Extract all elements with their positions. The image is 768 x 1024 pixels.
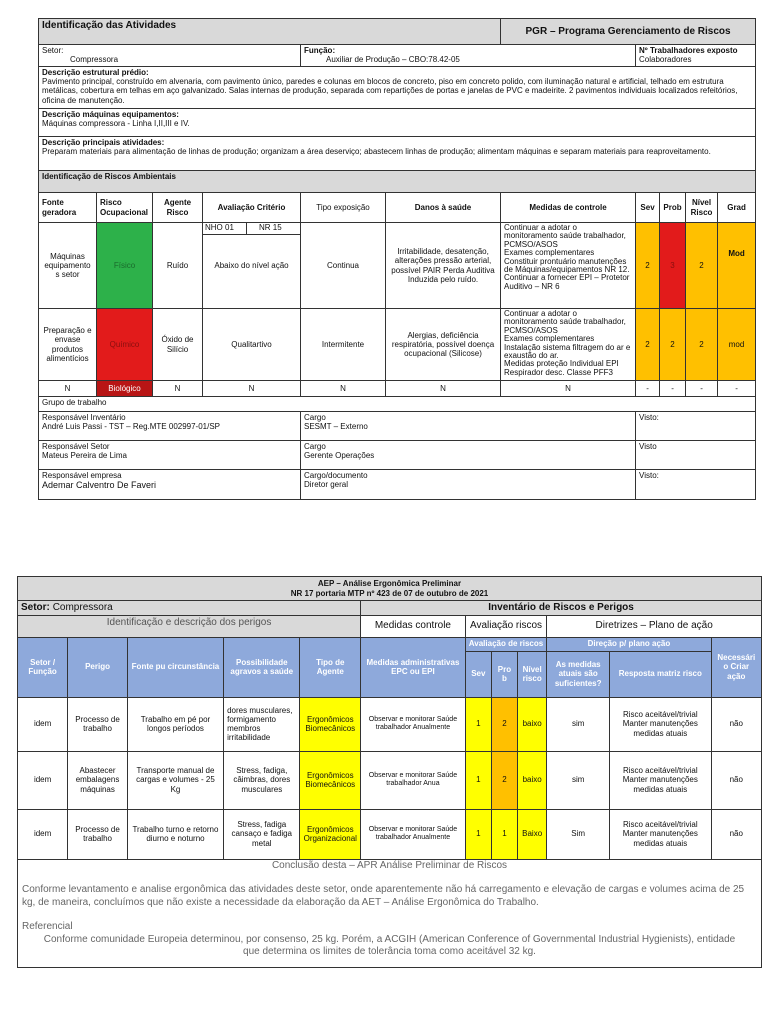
desc-estrutural-label: Descrição estrutural prédio: [42, 68, 149, 77]
aep-col-tipo: Tipo de Agente [300, 637, 361, 697]
aep-title-line2: NR 17 portaria MTP nº 423 de 07 de outubro de 2021 [290, 588, 489, 598]
agente-cell: Óxido de Silício [153, 309, 203, 381]
col-danos: Danos à saúde [386, 193, 501, 223]
aep-medidas-cell: Observar e monitorar Saúde trabalhador Anualmente [361, 809, 466, 859]
aep-medidas-cell: Observar e monitorar Saúde trabalhador Anualmente [361, 697, 466, 751]
avaliacao-cell: N [203, 381, 301, 397]
fonte-cell: Máquinas equipamento s setor [39, 223, 97, 309]
aep-setor-label: Setor: [21, 602, 50, 613]
aep-possibilidade-cell: Stress, fadiga, câimbras, dores musculares [224, 751, 300, 809]
aep-col-fonte: Fonte pu circunstância [127, 637, 223, 697]
desc-estrutural-text: Pavimento principal, construído em alvenaria, com pavimento único, paredes e colunas em blocos de concreto, piso em concreto polido, com iluminação natural e artificial, telhado em estrutura metálicas, cobertura em telhas em aço galvanizado. Salas internas de produção, separada com repartições de portas e janelas de PVC e madeirite. 2 pavimentos individuais localizados refeitórios, oficina de manutenção. [42, 77, 738, 105]
responsavel-row [39, 441, 756, 470]
risk-row [39, 309, 756, 381]
avaliacao-cell: Qualitartivo [203, 309, 301, 381]
aep-possibilidade-cell: dores musculares, formigamento membros irritabilidade [224, 697, 300, 751]
cargo-label: Cargo [304, 442, 326, 451]
responsavel-row [39, 470, 756, 500]
aep-necessario-cell: não [711, 809, 761, 859]
risco-cell: Físico [97, 223, 153, 309]
cargo-cell [301, 470, 636, 500]
setor-cell [39, 45, 301, 67]
aep-prob-cell: 2 [491, 697, 517, 751]
aep-conclusao-text: Conforme levantamento e analise ergonômica das atividades deste setor, onde aparentemente não há carregamento e elevação de cargas e volumes acima de 25 kg, de maneira, concluímos que não existe a necessidade da elaboração da AET – Análise Ergonômica do Trabalho. [22, 884, 745, 908]
aep-col-nivel: Nível risco [518, 651, 547, 697]
aep-fonte-cell: Trabalho turno e retorno diurno e noturno [127, 809, 223, 859]
desc-atividades-text: Preparam materiais para alimentação de linhas de produção; organizam a área deserviço; abastecem linhas de produção; alimentam máquinas e separam materiais para reaproveitamento. [42, 147, 711, 157]
aep-col-medidas: Medidas administrativas EPC ou EPI [361, 637, 466, 697]
avaliacao-text: Abaixo do nível ação [214, 261, 289, 270]
aep-perigo-cell: Abastecer embalagens máquinas [68, 751, 128, 809]
aep-row [18, 809, 762, 859]
risk-row [39, 223, 756, 309]
tipo-cell: Intermitente [301, 309, 386, 381]
aep-col-prob: Pro b [491, 651, 517, 697]
aep-col-perigo: Perigo [68, 637, 128, 697]
cargo-value: Gerente Operações [304, 451, 375, 461]
col-nivel: Nível Risco [686, 193, 718, 223]
aep-suficientes-cell: sim [547, 751, 610, 809]
grad-cell: - [718, 381, 756, 397]
pgr-table [38, 18, 756, 500]
desc-maquinas-text: Máquinas compressora - Linha I,II,III e IV. [42, 119, 190, 129]
col-risco: Risco Ocupacional [97, 193, 153, 223]
medidas-cell: N [501, 381, 636, 397]
aep-identificacao: Identificação e descrição dos perigos [18, 615, 361, 637]
pgr-header-left: Identificação das Atividades [39, 19, 501, 45]
responsavel-role: Responsável Inventário [42, 413, 126, 422]
responsavel-role: Responsável empresa [42, 471, 122, 480]
aep-tipo-cell: Ergonômicos Organizacional [300, 809, 361, 859]
nivel-cell: 2 [686, 223, 718, 309]
col-sev: Sev [636, 193, 660, 223]
aep-col-possibilidade: Possibilidade agravos a saúde [224, 637, 300, 697]
aep-avaliacao-riscos: Avaliação riscos [465, 615, 547, 637]
nho-label: NHO 01 [203, 223, 247, 234]
aep-setor-cell: idem [18, 697, 68, 751]
agente-cell: Ruído [153, 223, 203, 309]
prob-cell: 2 [660, 309, 686, 381]
aep-inventario: Inventário de Riscos e Perigos [361, 601, 762, 616]
desc-estrutural-cell [39, 67, 756, 109]
medidas-cell: Continuar a adotar o monitoramento saúde trabalhador, PCMSO/ASOS Exames complementares Constituir prontuário manutenções de Máquinas/equipamentos NR 12. Continuar a fornecer EPI – Protetor Auditivo – NR 6 [501, 223, 636, 309]
responsavel-name: Mateus Pereira de Lima [42, 451, 127, 461]
col-fonte: Fonte geradora [39, 193, 97, 223]
prob-cell: 3 [660, 223, 686, 309]
aep-conclusao-title: Conclusão desta – APR Análise Preliminar de Riscos [271, 859, 508, 871]
responsavel-cell [39, 412, 301, 441]
aep-resposta-cell: Risco aceitável/trivial Manter manutenções medidas atuais [610, 697, 711, 751]
aep-prob-cell: 1 [491, 809, 517, 859]
aep-col-avaliacao: Avaliação de riscos [465, 637, 547, 651]
aep-col-setor: Setor / Função [18, 637, 68, 697]
risco-cell: Químico [97, 309, 153, 381]
aep-medidas-controle: Medidas controle [361, 615, 466, 637]
cargo-value: Diretor geral [304, 480, 349, 490]
sev-cell: 2 [636, 309, 660, 381]
aep-conclusao-cell [18, 859, 762, 967]
risco-cell: Biológico [97, 381, 153, 397]
aep-diretrizes: Diretrizes – Plano de ação [547, 615, 762, 637]
medidas-cell: Continuar a adotar o monitoramento saúde trabalhador, PCMSO/ASOS Exames complementares Instalação sistema filtragem do ar e exaustão do ar. Medidas proteção Individual EPI Respirador desc. Classe PFF3 [501, 309, 636, 381]
aep-setor-value: Compressora [52, 602, 113, 613]
sev-cell: - [636, 381, 660, 397]
grupo-trabalho: Grupo de trabalho [39, 397, 756, 412]
aep-nivel-cell: baixo [518, 751, 547, 809]
riscos-title: Identificação de Riscos Ambientais [39, 171, 756, 193]
responsavel-name: Ademar Calventro De Faveri [42, 480, 157, 491]
aep-row [18, 697, 762, 751]
aep-medidas-cell: Observar e monitorar Saúde trabalhador Anua [361, 751, 466, 809]
aep-tipo-cell: Ergonômicos Biomecânicos [300, 697, 361, 751]
aep-setor-cell: idem [18, 751, 68, 809]
col-avaliacao: Avaliação Critério [203, 193, 301, 223]
aep-sev-cell: 1 [465, 809, 491, 859]
avaliacao-cell [203, 223, 301, 309]
aep-col-sev: Sev [465, 651, 491, 697]
pgr-header-right: PGR – Programa Gerenciamento de Riscos [501, 19, 756, 45]
aep-possibilidade-cell: Stress, fadiga cansaço e fadiga metal [224, 809, 300, 859]
col-agente: Agente Risco [153, 193, 203, 223]
aep-referencial-label: Referencial [22, 921, 73, 932]
visto-cell: Visto [636, 441, 756, 470]
aep-fonte-cell: Transporte manual de cargas e volumes - 25 Kg [127, 751, 223, 809]
danos-cell: Irritabilidade, desatenção, alterações pressão arterial, possível PAIR Perda Auditiva Induzida pelo ruído. [386, 223, 501, 309]
setor-value: Compressora [70, 55, 119, 65]
aep-resposta-cell: Risco aceitável/trivial Manter manutenções medidas atuais [610, 751, 711, 809]
cargo-label: Cargo [304, 413, 326, 422]
aep-title-line1: AEP – Análise Ergonômica Preliminar [317, 579, 462, 589]
aep-tipo-cell: Ergonômicos Biomecânicos [300, 751, 361, 809]
responsavel-name: André Luis Passi - TST – Reg.MTE 002997-01/SP [42, 422, 221, 432]
prob-cell: - [660, 381, 686, 397]
risk-row [39, 381, 756, 397]
aep-setor-cell: idem [18, 809, 68, 859]
col-grad: Grad [718, 193, 756, 223]
col-prob: Prob [660, 193, 686, 223]
setor-label: Setor: [42, 46, 64, 55]
col-tipo: Tipo exposição [301, 193, 386, 223]
aep-suficientes-cell: Sim [547, 809, 610, 859]
aep-suficientes-cell: sim [547, 697, 610, 751]
aep-col-suficientes: As medidas atuais são suficientes? [547, 651, 610, 697]
responsavel-row [39, 412, 756, 441]
tipo-cell: N [301, 381, 386, 397]
aep-prob-cell: 2 [491, 751, 517, 809]
aep-sev-cell: 1 [465, 751, 491, 809]
desc-maquinas-label: Descrição máquinas equipamentos: [42, 110, 179, 119]
cargo-label: Cargo/documento [304, 471, 368, 480]
trabalhadores-value: Colaboradores [639, 55, 692, 65]
funcao-cell [301, 45, 636, 67]
nivel-cell: - [686, 381, 718, 397]
aep-fonte-cell: Trabalho em pé por longos períodos [127, 697, 223, 751]
agente-cell: N [153, 381, 203, 397]
aep-col-direcao: Direção p/ plano ação [547, 637, 711, 651]
col-medidas: Medidas de controle [501, 193, 636, 223]
nivel-cell: 2 [686, 309, 718, 381]
cargo-cell [301, 412, 636, 441]
aep-referencial-text: Conforme comunidade Europeia determinou, por consenso, 25 kg. Porém, a ACGIH (American Conference of Governmental Industrial Hygienists), entidade que determina os limites de tolerância toma como aceitável 32 kg. [43, 933, 736, 957]
grad-cell: mod [718, 309, 756, 381]
funcao-label: Função: [304, 46, 336, 55]
fonte-cell: Preparação e envase produtos alimentícios [39, 309, 97, 381]
danos-cell: N [386, 381, 501, 397]
aep-title [18, 577, 762, 601]
cargo-cell [301, 441, 636, 470]
responsavel-cell [39, 441, 301, 470]
aep-necessario-cell: não [711, 697, 761, 751]
responsavel-role: Responsável Setor [42, 442, 110, 451]
funcao-value: Auxiliar de Produção – CBO:78.42-05 [326, 55, 460, 65]
aep-perigo-cell: Processo de trabalho [68, 697, 128, 751]
aep-nivel-cell: Baixo [518, 809, 547, 859]
danos-cell: Alergias, deficiência respiratória, possível doença ocupacional (Silicose) [386, 309, 501, 381]
aep-col-necessario: Necessári o Criar ação [711, 637, 761, 697]
fonte-cell: N [39, 381, 97, 397]
responsavel-cell [39, 470, 301, 500]
aep-necessario-cell: não [711, 751, 761, 809]
desc-atividades-cell [39, 137, 756, 171]
aep-row [18, 751, 762, 809]
nr-label: NR 15 [259, 223, 282, 232]
aep-sev-cell: 1 [465, 697, 491, 751]
trabalhadores-label: Nº Trabalhadores exposto [639, 46, 738, 55]
visto-cell: Visto: [636, 412, 756, 441]
desc-maquinas-cell [39, 109, 756, 137]
visto-cell: Visto: [636, 470, 756, 500]
grad-cell: Mod [718, 223, 756, 309]
cargo-value: SESMT – Externo [304, 422, 368, 432]
aep-setor [18, 601, 361, 616]
aep-nivel-cell: baixo [518, 697, 547, 751]
tipo-cell: Continua [301, 223, 386, 309]
aep-col-resposta: Resposta matriz risco [610, 651, 711, 697]
sev-cell: 2 [636, 223, 660, 309]
aep-resposta-cell: Risco aceitável/trivial Manter manutenções medidas atuais [610, 809, 711, 859]
trabalhadores-cell [636, 45, 756, 67]
desc-atividades-label: Descrição principais atividades: [42, 138, 165, 147]
aep-perigo-cell: Processo de trabalho [68, 809, 128, 859]
aep-table [17, 576, 762, 968]
